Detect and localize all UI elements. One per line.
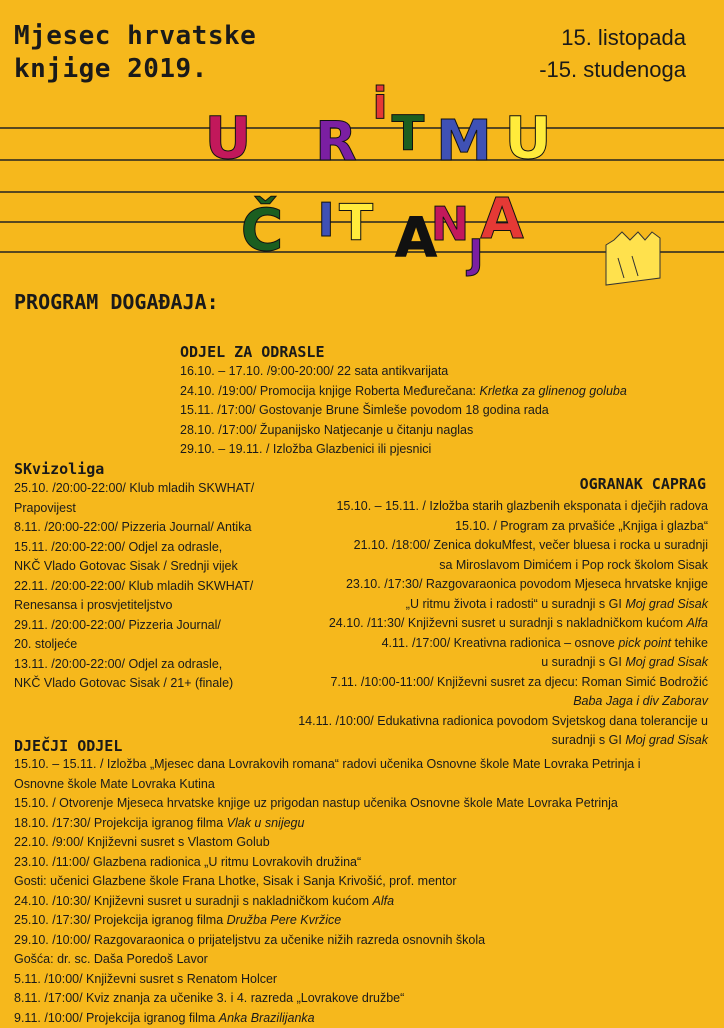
- skvizoliga-list: [14, 479, 254, 694]
- logo-letter-r2-5: J: [466, 232, 484, 278]
- event-line-text: 23.10. /11:00/ Glazbena radionica „U ritmu Lovrakovih družina“: [14, 855, 361, 869]
- ogranak-caprag-list: [298, 497, 708, 751]
- event-item-text: 16.10. – 17.10. /9:00-20:00/ 22 sata antikvarijata: [180, 364, 448, 378]
- event-line-text: tehike: [671, 636, 708, 650]
- event-item: [180, 362, 627, 382]
- event-line: 29.11. /20:00-22:00/ Pizzeria Journal/: [14, 616, 254, 636]
- event-line: [14, 892, 641, 912]
- event-line: [14, 872, 641, 892]
- event-line-text: u suradnji s GI: [541, 655, 625, 669]
- event-item-title: Krletka za glinenog goluba: [479, 384, 626, 398]
- event-line-text: sa Miroslavom Dimićem i Pop rock školom Sisak: [439, 558, 708, 572]
- event-line-text: 24.10. /10:30/ Književni susret u suradnji s nakladničkom kućom: [14, 894, 373, 908]
- event-line-text: 15.10. / Program za prvašiće „Knjiga i glazba“: [455, 519, 708, 533]
- event-line: Prapovijest: [14, 499, 254, 519]
- event-line: 25.10. /20:00-22:00/ Klub mladih SKWHAT/: [14, 479, 254, 499]
- event-line-text: 24.10. /11:30/ Književni susret u suradnji s nakladničkom kućom: [329, 616, 687, 630]
- logo-letter-r2-2: T: [339, 194, 373, 252]
- event-line: [298, 731, 708, 751]
- event-line: [14, 931, 641, 951]
- event-line-text: 18.10. /17:30/ Projekcija igranog filma: [14, 816, 227, 830]
- event-line-text: 7.11. /10:00-11:00/ Književni susret za djecu: Roman Simić Bodrožić: [330, 675, 708, 689]
- event-line-text: 25.10. /17:30/ Projekcija igranog filma: [14, 913, 227, 927]
- event-line: 15.11. /20:00-22:00/ Odjel za odrasle,: [14, 538, 254, 558]
- event-item-text: 24.10. /19:00/ Promocija knjige Roberta Međurečana:: [180, 384, 479, 398]
- logo-letter-r2-4: N: [431, 197, 470, 251]
- section-heading-skvizoliga: SKvizoliga: [14, 460, 104, 478]
- event-line: NKČ Vlado Gotovac Sisak / Srednji vijek: [14, 557, 254, 577]
- event-line-title: Alfa: [686, 616, 708, 630]
- event-line-text: 8.11. /17:00/ Kviz znanja za učenike 3. i 4. razreda „Lovrakove družbe“: [14, 991, 404, 1005]
- title-line-2: knjige 2019.: [14, 53, 256, 86]
- event-line-title: Baba Jaga i div Zaborav: [573, 694, 708, 708]
- logo-letter-r1-2: i: [372, 78, 387, 129]
- event-line-text: Osnovne škole Mate Lovraka Kutina: [14, 777, 215, 791]
- program-title: PROGRAM DOGAĐAJA:: [14, 290, 219, 314]
- event-line: 13.11. /20:00-22:00/ Odjel za odrasle,: [14, 655, 254, 675]
- event-line: 20. stoljeće: [14, 635, 254, 655]
- event-line-text: 15.10. – 15.11. / Izložba „Mjesec dana Lovrakovih romana“ radovi učenika Osnovne škole Mate Lovraka Petrinja i: [14, 757, 641, 771]
- event-item: [180, 421, 627, 441]
- odjel-odrasle-list: [180, 362, 627, 460]
- date-line-2: -15. studenoga: [539, 54, 686, 86]
- event-line-text: „U ritmu života i radosti“ u suradnji s GI: [406, 597, 626, 611]
- logo-letter-r1-5: U: [504, 104, 551, 172]
- event-line: [14, 1009, 641, 1028]
- event-line-text: 15.10. – 15.11. / Izložba starih glazbenih eksponata i dječjih radova: [336, 499, 708, 513]
- event-line-text: 4.11. /17:00/ Kreativna radionica – osnove: [382, 636, 619, 650]
- event-line: [14, 775, 641, 795]
- logo-letter-r2-0: Č: [241, 195, 284, 264]
- section-heading-djecji-odjel: DJEČJI ODJEL: [14, 737, 122, 755]
- event-item: [180, 401, 627, 421]
- logo-letter-r1-0: U: [204, 104, 251, 172]
- event-line: [298, 536, 708, 556]
- djecji-odjel-list: [14, 755, 641, 1028]
- event-line: [298, 634, 708, 654]
- event-line-title: Anka Brazilijanka: [219, 1011, 315, 1025]
- event-line: [298, 614, 708, 634]
- event-line-title: Moj grad Sisak: [625, 655, 708, 669]
- event-line: [298, 575, 708, 595]
- logo-letter-r2-6: A: [480, 187, 524, 252]
- event-line-text: Gošća: dr. sc. Daša Poredoš Lavor: [14, 952, 208, 966]
- event-line: [14, 970, 641, 990]
- event-line: 22.11. /20:00-22:00/ Klub mladih SKWHAT/: [14, 577, 254, 597]
- event-line: 8.11. /20:00-22:00/ Pizzeria Journal/ Antika: [14, 518, 254, 538]
- event-line-title: Družba Pere Kvržice: [227, 913, 342, 927]
- logo-u-ritmu-citanja: [0, 0, 724, 290]
- event-line: [298, 692, 708, 712]
- logo-letter-r2-3: A: [395, 206, 437, 269]
- event-line: Renesansa i prosvjetiteljstvo: [14, 596, 254, 616]
- event-line: [298, 595, 708, 615]
- event-line: [298, 673, 708, 693]
- event-line: [14, 833, 641, 853]
- title-line-1: Mjesec hrvatske: [14, 20, 256, 53]
- logo-letter-r1-3: T: [392, 106, 425, 162]
- event-line: [14, 794, 641, 814]
- event-line: [14, 853, 641, 873]
- book-stack-icon: [606, 232, 660, 285]
- event-line: [14, 989, 641, 1009]
- event-line: [14, 911, 641, 931]
- logo-letter-r1-4: M: [436, 109, 492, 174]
- event-line-text: 14.11. /10:00/ Edukativna radionica povodom Svjetskog dana tolerancije u: [298, 714, 708, 728]
- event-line-title: pick point: [618, 636, 671, 650]
- event-line: [14, 814, 641, 834]
- event-line-title: Moj grad Sisak: [625, 733, 708, 747]
- event-line-text: 22.10. /9:00/ Književni susret s Vlastom Golub: [14, 835, 270, 849]
- event-line-title: Vlak u snijegu: [227, 816, 305, 830]
- logo-letter-r1-1: R: [315, 110, 357, 173]
- event-item-text: 28.10. /17:00/ Županijsko Natjecanje u čitanju naglas: [180, 423, 473, 437]
- section-heading-ogranak-caprag: OGRANAK CAPRAG: [580, 475, 706, 493]
- section-heading-odjel-odrasle: ODJEL ZA ODRASLE: [180, 343, 325, 361]
- event-line-text: 23.10. /17:30/ Razgovaraonica povodom Mjeseca hrvatske knjige: [346, 577, 708, 591]
- event-item: [180, 382, 627, 402]
- event-line: [14, 950, 641, 970]
- date-line-1: 15. listopada: [539, 22, 686, 54]
- event-line-title: Alfa: [373, 894, 395, 908]
- event-line-text: 5.11. /10:00/ Književni susret s Renatom Holcer: [14, 972, 277, 986]
- event-item-text: 15.11. /17:00/ Gostovanje Brune Šimleše povodom 18 godina rada: [180, 403, 549, 417]
- event-line: [298, 517, 708, 537]
- event-line: [298, 712, 708, 732]
- event-line-title: Moj grad Sisak: [625, 597, 708, 611]
- event-line-text: 15.10. / Otvorenje Mjeseca hrvatske knjige uz prigodan nastup učenika Osnovne škole Mate Lovraka Petrinja: [14, 796, 618, 810]
- event-item: [180, 440, 627, 460]
- event-item-text: 29.10. – 19.11. / Izložba Glazbenici ili pjesnici: [180, 442, 431, 456]
- event-line-text: 9.11. /10:00/ Projekcija igranog filma: [14, 1011, 219, 1025]
- event-line: [298, 653, 708, 673]
- event-line: [298, 556, 708, 576]
- event-line: [298, 497, 708, 517]
- event-line: NKČ Vlado Gotovac Sisak / 21+ (finale): [14, 674, 254, 694]
- logo-letter-r2-1: I: [317, 193, 334, 247]
- event-line-text: Gosti: učenici Glazbene škole Frana Lhotke, Sisak i Sanja Krivošić, prof. mentor: [14, 874, 457, 888]
- event-line-text: suradnji s GI: [552, 733, 626, 747]
- event-line-text: 29.10. /10:00/ Razgovaraonica o prijateljstvu za učenike nižih razreda osnovnih škola: [14, 933, 485, 947]
- event-line-text: 21.10. /18:00/ Zenica dokuMfest, večer bluesa i rocka u suradnji: [354, 538, 708, 552]
- event-line: [14, 755, 641, 775]
